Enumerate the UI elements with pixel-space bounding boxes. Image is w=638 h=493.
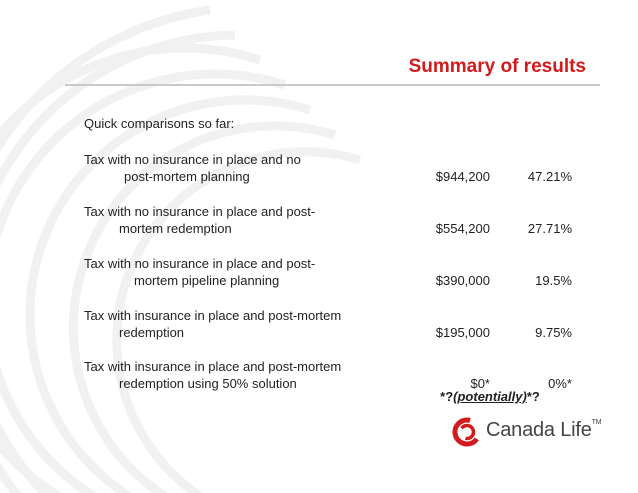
result-row [0, 151, 638, 185]
row-label-line2: mortem redemption [119, 221, 232, 236]
result-row [0, 203, 638, 237]
row-percent: 9.75% [535, 325, 572, 340]
intro-text: Quick comparisons so far: [84, 116, 235, 131]
logo-wordmark [486, 419, 601, 442]
canada-life-logo [452, 414, 602, 450]
row-label-line1: Tax with no insurance in place and post- [84, 204, 316, 219]
row-label [84, 358, 341, 392]
result-row [0, 358, 638, 392]
row-label [84, 307, 341, 341]
row-label-line2: redemption using 50% solution [119, 376, 297, 391]
row-percent: 47.21% [527, 169, 572, 184]
row-label-line2: post-mortem planning [124, 169, 250, 184]
row-percent: 27.71% [527, 221, 572, 236]
canada-life-emblem-icon [452, 417, 482, 447]
row-amount: $944,200 [435, 169, 490, 184]
title-divider [65, 84, 600, 86]
row-percent: 19.5% [535, 273, 572, 288]
row-amount: $554,200 [435, 221, 490, 236]
footnote-prefix: *? [440, 389, 454, 404]
result-row [0, 255, 638, 289]
row-amount: $0* [470, 376, 490, 391]
row-label-line1: Tax with no insurance in place and no [84, 152, 301, 167]
logo-name: Canada Life [486, 419, 592, 441]
row-label [84, 203, 315, 237]
row-label-line2: mortem pipeline planning [134, 273, 280, 288]
footnote-suffix: *? [526, 389, 540, 404]
footnote-emphasis: (potentially) [453, 389, 527, 404]
logo-trademark: TM [591, 419, 602, 426]
row-label-line1: Tax with insurance in place and post-mortem [84, 308, 342, 323]
row-label [84, 151, 301, 185]
row-label-line1: Tax with no insurance in place and post- [84, 256, 316, 271]
result-row [0, 307, 638, 341]
row-label-line2: redemption [119, 325, 185, 340]
slide-title: Summary of results [408, 56, 586, 77]
row-label [84, 255, 315, 289]
footnote [405, 389, 575, 404]
row-amount: $195,000 [435, 325, 490, 340]
row-amount: $390,000 [435, 273, 490, 288]
row-percent: 0%* [548, 376, 572, 391]
row-label-line1: Tax with insurance in place and post-mortem [84, 359, 342, 374]
